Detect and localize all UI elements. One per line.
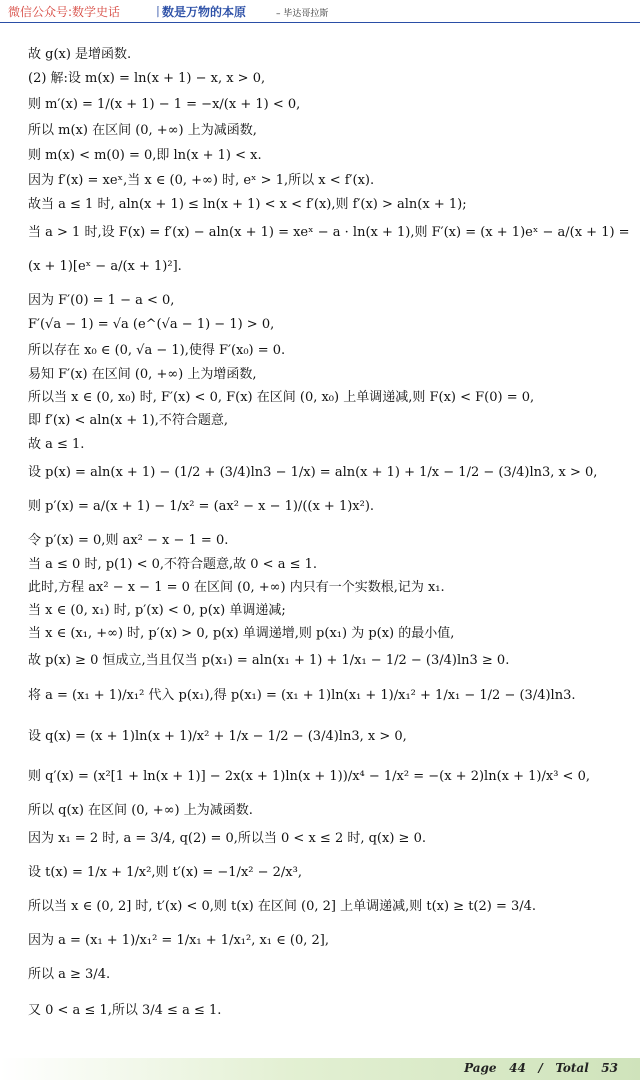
solution-line: (2) 解:设 m(x) = ln(x + 1) − x, x > 0, — [28, 71, 266, 86]
solution-line: 所以存在 x₀ ∈ (0, √a − 1),使得 F′(x₀) = 0. — [28, 343, 286, 358]
solution-line: 设 t(x) = 1/x + 1/x²,则 t′(x) = −1/x² − 2/x³, — [28, 865, 302, 880]
solution-line: 又 0 < a ≤ 1,所以 3/4 ≤ a ≤ 1. — [28, 1003, 222, 1018]
solution-line: 设 p(x) = aln(x + 1) − (1/2 + (3/4)ln3 − 1/x) = aln(x + 1) + 1/x − 1/2 − (3/4)ln3, x > 0, — [28, 465, 598, 480]
solution-line: 所以 a ≥ 3/4. — [28, 967, 111, 982]
solution-line: F′(√a − 1) = √a (e^(√a − 1) − 1) > 0, — [28, 317, 275, 332]
solution-line: 设 q(x) = (x + 1)ln(x + 1)/x² + 1/x − 1/2 − (3/4)ln3, x > 0, — [28, 729, 407, 744]
page-label: Page — [464, 1061, 497, 1075]
solution-line: (x + 1)[eˣ − a/(x + 1)²]. — [28, 259, 182, 274]
solution-line: 此时,方程 ax² − x − 1 = 0 在区间 (0, +∞) 内只有一个实数根,记为 x₁. — [28, 580, 445, 595]
total-number: 53 — [601, 1061, 618, 1075]
page-footer — [0, 1058, 640, 1080]
solution-line: 令 p′(x) = 0,则 ax² − x − 1 = 0. — [28, 533, 229, 548]
solution-line: 故 g(x) 是增函数. — [28, 47, 132, 62]
solution-line: 将 a = (x₁ + 1)/x₁² 代入 p(x₁),得 p(x₁) = (x₁ + 1)ln(x₁ + 1)/x₁² + 1/x₁ − 1/2 − (3/4)ln3. — [28, 688, 576, 703]
solution-line: 易知 F′(x) 在区间 (0, +∞) 上为增函数, — [28, 367, 257, 382]
total-label: Total — [555, 1061, 589, 1075]
solution-line: 因为 a = (x₁ + 1)/x₁² = 1/x₁ + 1/x₁², x₁ ∈ (0, 2], — [28, 933, 329, 948]
solution-line: 当 x ∈ (x₁, +∞) 时, p′(x) > 0, p(x) 单调递增,则 p(x₁) 为 p(x) 的最小值, — [28, 626, 455, 641]
solution-line: 所以 q(x) 在区间 (0, +∞) 上为减函数. — [28, 803, 253, 818]
solution-line: 所以当 x ∈ (0, 2] 时, t′(x) < 0,则 t(x) 在区间 (0, 2] 上单调递减,则 t(x) ≥ t(2) = 3/4. — [28, 899, 537, 914]
solution-line: 则 p′(x) = a/(x + 1) − 1/x² = (ax² − x − 1)/((x + 1)x²). — [28, 499, 375, 514]
page-separator: / — [538, 1061, 543, 1075]
wechat-account-label: 微信公众号:数学史话 — [8, 5, 121, 19]
solution-line: 故当 a ≤ 1 时, aln(x + 1) ≤ ln(x + 1) < x < f′(x),则 f′(x) > aln(x + 1); — [28, 197, 467, 212]
solution-line: 所以 m(x) 在区间 (0, +∞) 上为减函数, — [28, 123, 257, 138]
header-separator: 丨 — [152, 5, 165, 19]
solution-line: 则 m(x) < m(0) = 0,即 ln(x + 1) < x. — [28, 148, 262, 163]
solution-line: 当 x ∈ (0, x₁) 时, p′(x) < 0, p(x) 单调递减; — [28, 603, 286, 618]
page-header — [0, 0, 640, 24]
solution-line: 则 m′(x) = 1/(x + 1) − 1 = −x/(x + 1) < 0, — [28, 97, 301, 112]
book-title: 数是万物的本原 — [162, 5, 247, 19]
page-number: 44 — [509, 1061, 526, 1075]
page-indicator — [464, 1061, 618, 1075]
solution-line: 当 a ≤ 0 时, p(1) < 0,不符合题意,故 0 < a ≤ 1. — [28, 557, 318, 572]
solution-line: 因为 x₁ = 2 时, a = 3/4, q(2) = 0,所以当 0 < x ≤ 2 时, q(x) ≥ 0. — [28, 831, 426, 846]
solution-line: 所以当 x ∈ (0, x₀) 时, F′(x) < 0, F(x) 在区间 (0, x₀) 上单调递减,则 F(x) < F(0) = 0, — [28, 390, 535, 405]
solution-line: 故 p(x) ≥ 0 恒成立,当且仅当 p(x₁) = aln(x₁ + 1) + 1/x₁ − 1/2 − (3/4)ln3 ≥ 0. — [28, 653, 510, 668]
solution-line: 故 a ≤ 1. — [28, 437, 85, 452]
solution-line: 因为 f′(x) = xeˣ,当 x ∈ (0, +∞) 时, eˣ > 1,所以 x < f′(x). — [28, 173, 375, 188]
header-author: – 毕达哥拉斯 — [276, 9, 329, 19]
solution-line: 当 a > 1 时,设 F(x) = f′(x) − aln(x + 1) = xeˣ − a · ln(x + 1),则 F′(x) = (x + 1)eˣ − a/(x + 1) = — [28, 225, 630, 240]
header-divider — [0, 22, 640, 23]
solution-line: 因为 F′(0) = 1 − a < 0, — [28, 293, 175, 308]
solution-line: 则 q′(x) = (x²[1 + ln(x + 1)] − 2x(x + 1)ln(x + 1))/x⁴ − 1/x² = −(x + 2)ln(x + 1)/x³ < 0, — [28, 769, 590, 784]
solution-line: 即 f′(x) < aln(x + 1),不符合题意, — [28, 413, 228, 428]
